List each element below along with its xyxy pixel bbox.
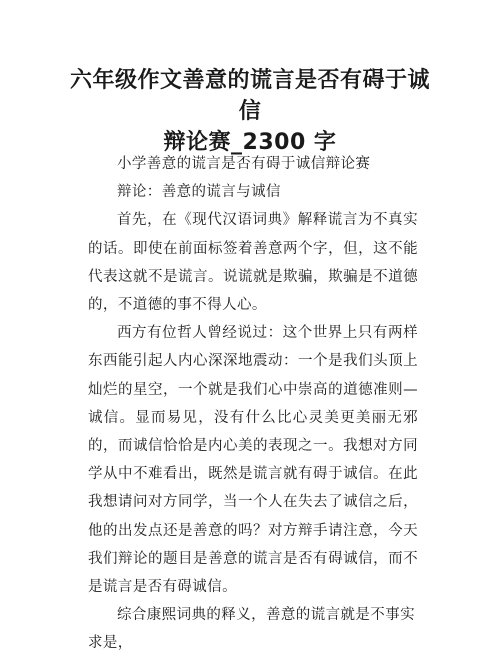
document-title (60, 65, 440, 158)
paragraph-summary: 综合康熙词典的释义，善意的谎言就是不事实求是， (88, 607, 415, 652)
paragraph-subtitle: 小学善意的谎言是否有碍于诚信辩论赛 (117, 156, 371, 172)
paragraph-philosopher: 西方有位哲人曾经说过：这个世界上只有两样东西能引起人内心深深地震动：一个是我们头顶上灿烂的星空，一个就是我们心中崇高的道德准则—诚信。显而易见，没有什么比心灵美更美丽无邪的，而诚信恰恰是内心美的表现之一。我想对方同学从中不难看出，既然是谎言就有碍于诚信。在此我想请问对方同学，当一个人在失去了诚信之后，他的出发点还是善意的吗？对方辩手请注意，今天我们辩论的题目是善意的谎言是否有碍诚信，而不是谎言是否有碍诚信。 (88, 325, 418, 596)
paragraph-definition: 首先，在《现代汉语词典》解释谎言为不真实的话。即使在前面标签着善意两个字，但，这不能代表这就不是谎言。说谎就是欺骗，欺骗是不道德的，不道德的事不得人心。 (88, 212, 418, 314)
paragraph-topic: 辩论：善意的谎言与诚信 (117, 184, 281, 201)
title-line-2: 辩论赛_2300 字 (163, 130, 337, 155)
title-line-1: 六年级作文善意的谎言是否有碍于诚信 (69, 68, 430, 124)
document-body (88, 150, 418, 658)
